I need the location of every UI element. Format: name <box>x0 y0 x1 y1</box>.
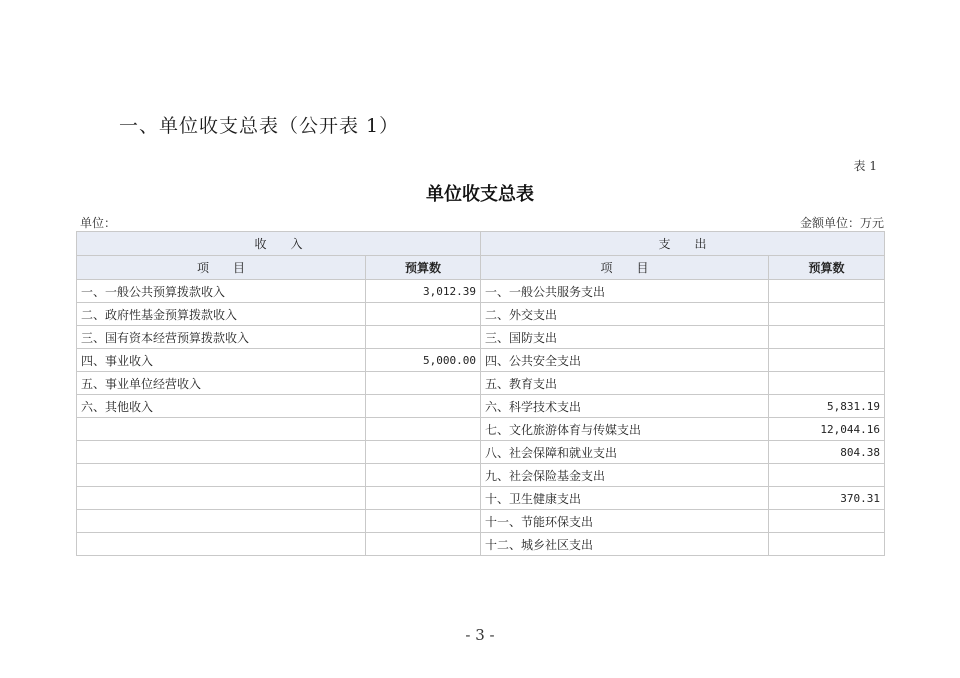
table-row <box>77 326 885 349</box>
table-row <box>77 349 885 372</box>
income-amount-cell <box>366 487 481 510</box>
table-row <box>77 533 885 556</box>
income-amount-cell <box>366 441 481 464</box>
expenditure-amount-cell <box>769 349 885 372</box>
expenditure-item-cell: 六、科学技术支出 <box>481 395 769 418</box>
expenditure-amount-cell <box>769 464 885 487</box>
expenditure-item-cell: 二、外交支出 <box>481 303 769 326</box>
income-item-header: 项 目 <box>77 256 366 280</box>
expenditure-group-header: 支 出 <box>481 232 885 256</box>
income-amount-cell <box>366 303 481 326</box>
table-row <box>77 487 885 510</box>
expenditure-amount-cell <box>769 303 885 326</box>
income-item-cell <box>77 418 366 441</box>
table-row <box>77 280 885 303</box>
table-meta-row <box>80 214 884 230</box>
income-amount-cell: 3,012.39 <box>366 280 481 303</box>
expenditure-amount-cell: 12,044.16 <box>769 418 885 441</box>
expenditure-item-cell: 十二、城乡社区支出 <box>481 533 769 556</box>
expenditure-item-cell: 十一、节能环保支出 <box>481 510 769 533</box>
income-amount-cell <box>366 418 481 441</box>
page-number: - 3 - <box>465 626 495 644</box>
income-amount-cell <box>366 464 481 487</box>
income-amount-cell <box>366 372 481 395</box>
table-row <box>77 418 885 441</box>
expenditure-item-header: 项 目 <box>481 256 769 280</box>
income-amount-cell <box>366 510 481 533</box>
table-number: 表 1 <box>853 159 877 173</box>
table-body <box>77 280 885 556</box>
expenditure-item-cell: 十、卫生健康支出 <box>481 487 769 510</box>
expenditure-amount-cell <box>769 326 885 349</box>
income-item-cell: 一、一般公共预算拨款收入 <box>77 280 366 303</box>
income-amount-cell <box>366 395 481 418</box>
expenditure-item-cell: 八、社会保障和就业支出 <box>481 441 769 464</box>
income-amount-cell: 5,000.00 <box>366 349 481 372</box>
expenditure-item-cell: 五、教育支出 <box>481 372 769 395</box>
table-row <box>77 372 885 395</box>
budget-summary-table <box>76 231 885 556</box>
expenditure-amount-cell: 804.38 <box>769 441 885 464</box>
income-item-cell <box>77 441 366 464</box>
income-item-cell <box>77 464 366 487</box>
income-item-cell: 六、其他收入 <box>77 395 366 418</box>
expenditure-item-cell: 九、社会保险基金支出 <box>481 464 769 487</box>
expenditure-budget-header: 预算数 <box>769 256 885 280</box>
expenditure-amount-cell: 5,831.19 <box>769 395 885 418</box>
table-row <box>77 510 885 533</box>
table-row <box>77 464 885 487</box>
income-item-cell: 二、政府性基金预算拨款收入 <box>77 303 366 326</box>
expenditure-item-cell: 四、公共安全支出 <box>481 349 769 372</box>
column-header-row <box>77 256 885 280</box>
expenditure-amount-cell <box>769 510 885 533</box>
section-heading: 一、单位收支总表（公开表 1） <box>119 115 400 137</box>
income-group-header: 收 入 <box>77 232 481 256</box>
group-header-row <box>77 232 885 256</box>
income-budget-header: 预算数 <box>366 256 481 280</box>
amount-unit-label: 金额单位：万元 <box>799 216 884 230</box>
table-title: 单位收支总表 <box>426 184 534 205</box>
expenditure-amount-cell <box>769 280 885 303</box>
income-item-cell <box>77 487 366 510</box>
expenditure-amount-cell <box>769 372 885 395</box>
income-item-cell <box>77 533 366 556</box>
income-item-cell: 三、国有资本经营预算拨款收入 <box>77 326 366 349</box>
income-item-cell: 四、事业收入 <box>77 349 366 372</box>
expenditure-amount-cell <box>769 533 885 556</box>
income-item-cell <box>77 510 366 533</box>
expenditure-item-cell: 三、国防支出 <box>481 326 769 349</box>
expenditure-amount-cell: 370.31 <box>769 487 885 510</box>
table-row <box>77 303 885 326</box>
income-item-cell: 五、事业单位经营收入 <box>77 372 366 395</box>
income-amount-cell <box>366 533 481 556</box>
unit-label: 单位： <box>80 216 117 230</box>
income-amount-cell <box>366 326 481 349</box>
table-row <box>77 395 885 418</box>
expenditure-item-cell: 一、一般公共服务支出 <box>481 280 769 303</box>
table-row <box>77 441 885 464</box>
expenditure-item-cell: 七、文化旅游体育与传媒支出 <box>481 418 769 441</box>
